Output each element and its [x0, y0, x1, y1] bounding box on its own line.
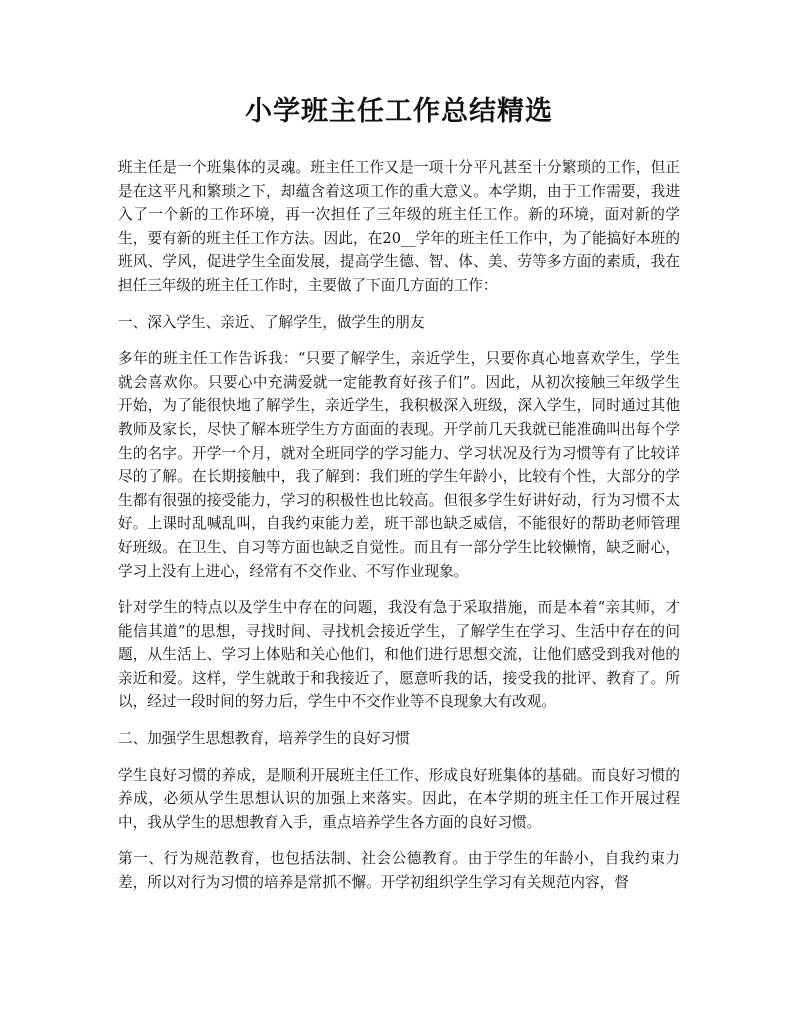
section-2-paragraph-1: 学生良好习惯的养成，是顺利开展班主任工作、形成良好班集体的基础。而良好习惯的养成，必须从学生思想认识的加强上来落实。因此，在本学期的班主任工作开展过程中，我从学生的思想教育入手，重点培养学生各方面的良好习惯。 [118, 766, 680, 831]
section-1-paragraph-1: 多年的班主任工作告诉我：“只要了解学生，亲近学生，只要你真心地喜欢学生，学生就会喜欢你。只要心中充满爱就一定能教育好孩子们”。因此，从初次接触三年级学生开始，为了能很快地了解学生，亲近学生，我积极深入班级，深入学生，同时通过其他教师及家长，尽快了解本班学生方方面面的表现。开学前几天我就已能准确叫出每个学生的名字。开学一个月，就对全班同学的学习能力、学习状况及行为习惯等有了比较详尽的了解。在长期接触中，我了解到：我们班的学生年龄小，比较有个性，大部分的学生都有很强的接受能力，学习的积极性也比较高。但很多学生好讲好动，行为习惯不太好。上课时乱喊乱叫，自我约束能力差，班干部也缺乏威信，不能很好的帮助老师管理好班级。在卫生、自习等方面也缺乏自觉性。而且有一部分学生比较懒惰，缺乏耐心，学习上没有上进心，经常有不交作业、不写作业现象。 [118, 350, 680, 580]
section-2-paragraph-2: 第一、行为规范教育，也包括法制、社会公德教育。由于学生的年龄小，自我约束力差，所以对行为习惯的培养是常抓不懈。开学初组织学生学习有关规范内容，督 [118, 850, 680, 892]
intro-paragraph: 班主任是一个班集体的灵魂。班主任工作又是一项十分平凡甚至十分繁琐的工作，但正是在这平凡和繁琐之下，却蕴含着这项工作的重大意义。本学期，由于工作需要，我进入了一个新的工作环境，再一次担任了三年级的班主任工作。新的环境，面对新的学生，要有新的班主任工作方法。因此，在20__学年的班主任工作中，为了能搞好本班的班风、学风，促进学生全面发展，提高学生德、智、体、美、劳等多方面的素质，我在担任三年级的班主任工作时，主要做了下面几方面的工作： [118, 159, 680, 294]
section-1-paragraph-2: 针对学生的特点以及学生中存在的问题，我没有急于采取措施，而是本着“亲其师，才能信其道”的思想，寻找时间、寻找机会接近学生，了解学生在学习、生活中存在的问题，从生活上、学习上体贴和关心他们，和他们进行思想交流，让他们感受到我对他的亲近和爱。这样，学生就敢于和我接近了，愿意听我的话，接受我的批评、教育了。所以，经过一段时间的努力后，学生中不交作业等不良现象大有改观。 [118, 599, 680, 711]
document-page [118, 92, 680, 908]
section-heading-1: 一、深入学生、亲近、了解学生，做学生的朋友 [118, 313, 425, 331]
section-heading-2: 二、加强学生思想教育，培养学生的良好习惯 [118, 730, 410, 748]
document-title: 小学班主任工作总结精选 [245, 96, 553, 127]
